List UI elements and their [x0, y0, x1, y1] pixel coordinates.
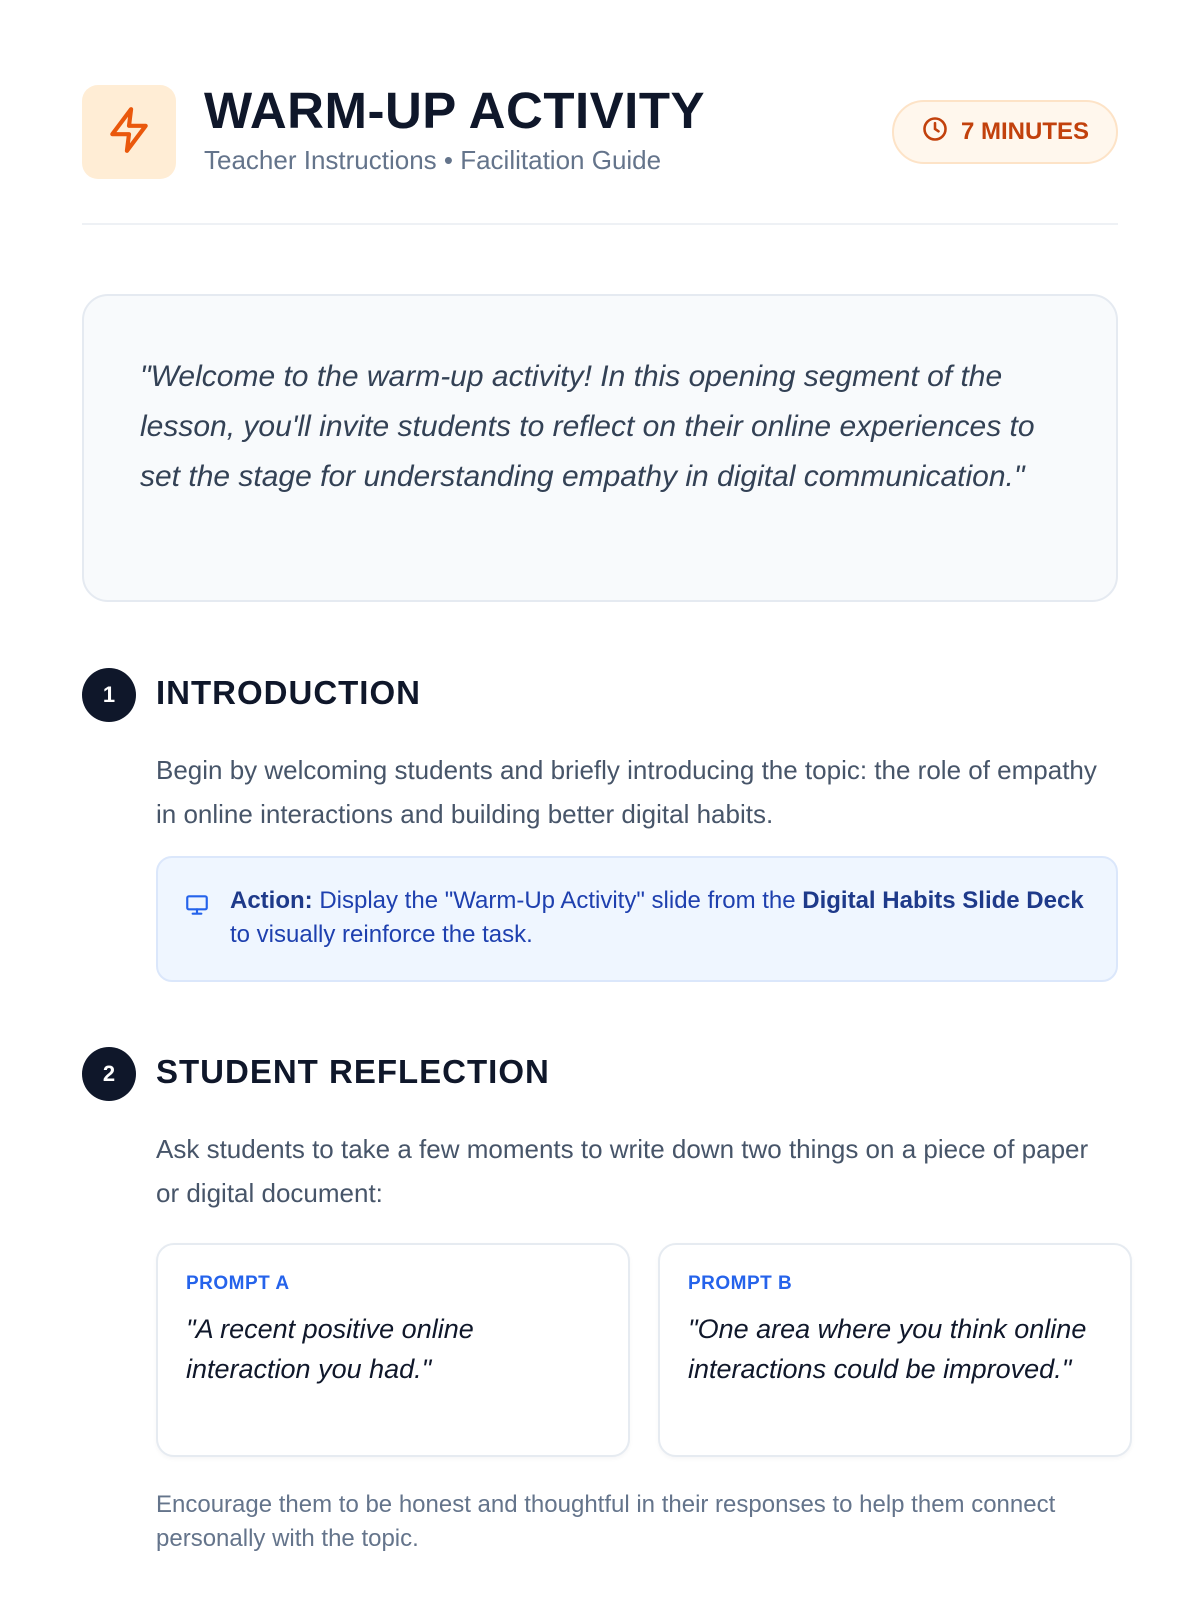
section-body: Begin by welcoming students and briefly introducing the topic: the role of empathy in online interactions and building better digital habits. — [156, 755, 1097, 829]
monitor-icon — [184, 892, 210, 928]
prompt-text: "One area where you think online interactions could be improved." — [688, 1314, 1087, 1384]
prompt-label: PROMPT B — [688, 1273, 793, 1294]
slide-deck-name: Digital Habits Slide Deck — [802, 887, 1084, 914]
clock-icon — [921, 115, 949, 150]
action-label: Action: — [230, 887, 313, 914]
section-body: Ask students to take a few moments to write down two things on a piece of paper or digital document: — [156, 1134, 1089, 1208]
intro-quote-card — [82, 294, 1118, 602]
step-number: 1 — [82, 668, 136, 722]
prompt-label: PROMPT A — [186, 1273, 290, 1294]
action-callout — [156, 856, 1118, 982]
header — [82, 82, 1118, 225]
page-title: WARM-UP ACTIVITY — [204, 82, 705, 139]
prompt-card-a — [156, 1243, 630, 1457]
intro-quote-text: "Welcome to the warm-up activity! In this opening segment of the lesson, you'll invite students to reflect on their online experiences to set the stage for understanding empathy in digital communication." — [140, 360, 1035, 493]
section-title: STUDENT REFLECTION — [156, 1053, 550, 1090]
prompt-text: "A recent positive online interaction you had." — [186, 1314, 474, 1384]
section-title: INTRODUCTION — [156, 674, 421, 711]
encouragement-note: Encourage them to be honest and thoughtful in their responses to help them connect personally with the topic. — [156, 1491, 1056, 1552]
page-subtitle: Teacher Instructions • Facilitation Guide — [204, 145, 662, 175]
logo-tile — [82, 85, 176, 179]
lightning-bolt-icon — [104, 105, 154, 160]
action-text-after: to visually reinforce the task. — [230, 921, 533, 948]
duration-label: 7 MINUTES — [960, 118, 1089, 145]
action-text-before: Display the "Warm-Up Activity" slide from the — [312, 887, 803, 914]
step-number: 2 — [82, 1047, 136, 1101]
prompt-card-b — [658, 1243, 1132, 1457]
duration-badge — [892, 100, 1118, 164]
